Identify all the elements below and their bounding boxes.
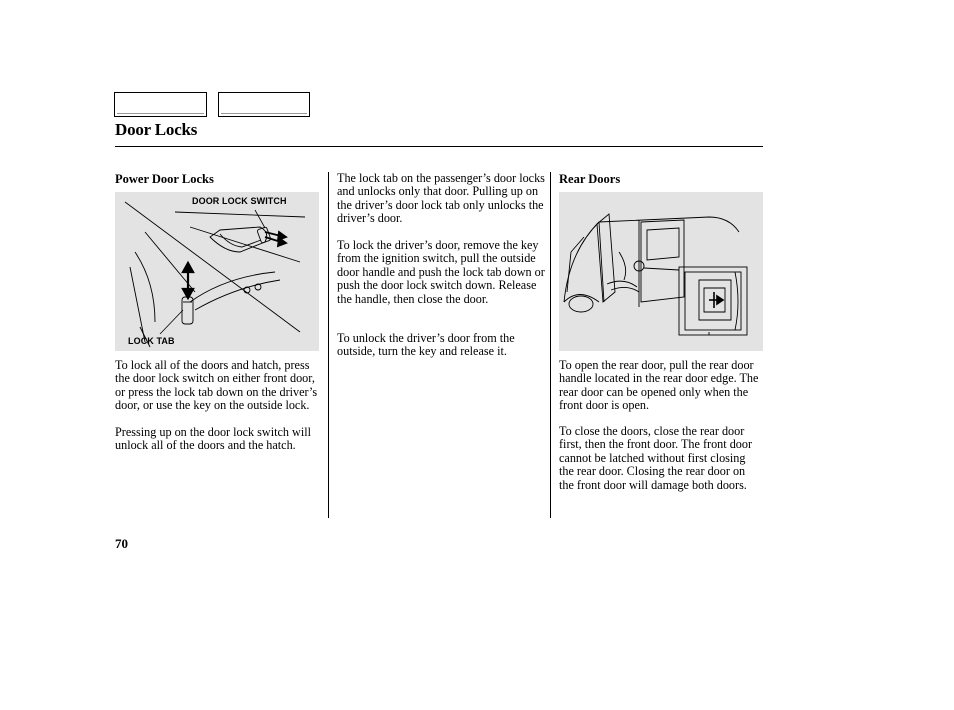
left-paragraph-1: To lock all of the doors and hatch, press the door lock switch on either front door, or press the lock tab down on the driver’s door, or use the key on the outside lock.: [115, 358, 318, 413]
page-number: 70: [115, 536, 128, 551]
rear-door-illustration: [559, 192, 763, 351]
middle-paragraph-2: To lock the driver’s door, remove the key from the ignition switch, pull the outside door handle and push the lock tab down or push the door lock switch down. Release the handle, then close the door.: [337, 238, 545, 306]
door-lock-switch-label: DOOR LOCK SWITCH: [192, 196, 287, 206]
nav-box-previous[interactable]: [114, 92, 207, 117]
section-heading-rear-doors: Rear Doors: [559, 172, 621, 186]
middle-paragraph-1: The lock tab on the passenger’s door locks and unlocks only that door. Pulling up on the driver’s door lock tab only unlocks the driver’s door.: [337, 171, 545, 226]
section-heading-power-door-locks: Power Door Locks: [115, 172, 214, 186]
left-paragraph-2: Pressing up on the door lock switch will unlock all of the doors and the hatch.: [115, 425, 311, 453]
middle-paragraph-3: To unlock the driver’s door from the outside, turn the key and release it.: [337, 331, 515, 359]
van-doors-drawing: [559, 192, 763, 351]
right-paragraph-2: To close the doors, close the rear door first, then the front door. The front door cannot be latched without first closing the rear door. Closing the rear door on the front door will damage both doors.: [559, 424, 753, 492]
column-divider-2: [550, 172, 551, 518]
nav-box-next[interactable]: [218, 92, 310, 117]
door-panel-drawing: [115, 192, 319, 351]
right-paragraph-1: To open the rear door, pull the rear door handle located in the rear door edge. The rear door can be opened only when the front door is open.: [559, 358, 759, 413]
column-divider-1: [328, 172, 329, 518]
door-lock-switch-illustration: [115, 192, 319, 351]
page-title: Door Locks: [115, 120, 198, 139]
title-rule: [115, 146, 763, 147]
lock-tab-label: LOCK TAB: [128, 336, 175, 346]
